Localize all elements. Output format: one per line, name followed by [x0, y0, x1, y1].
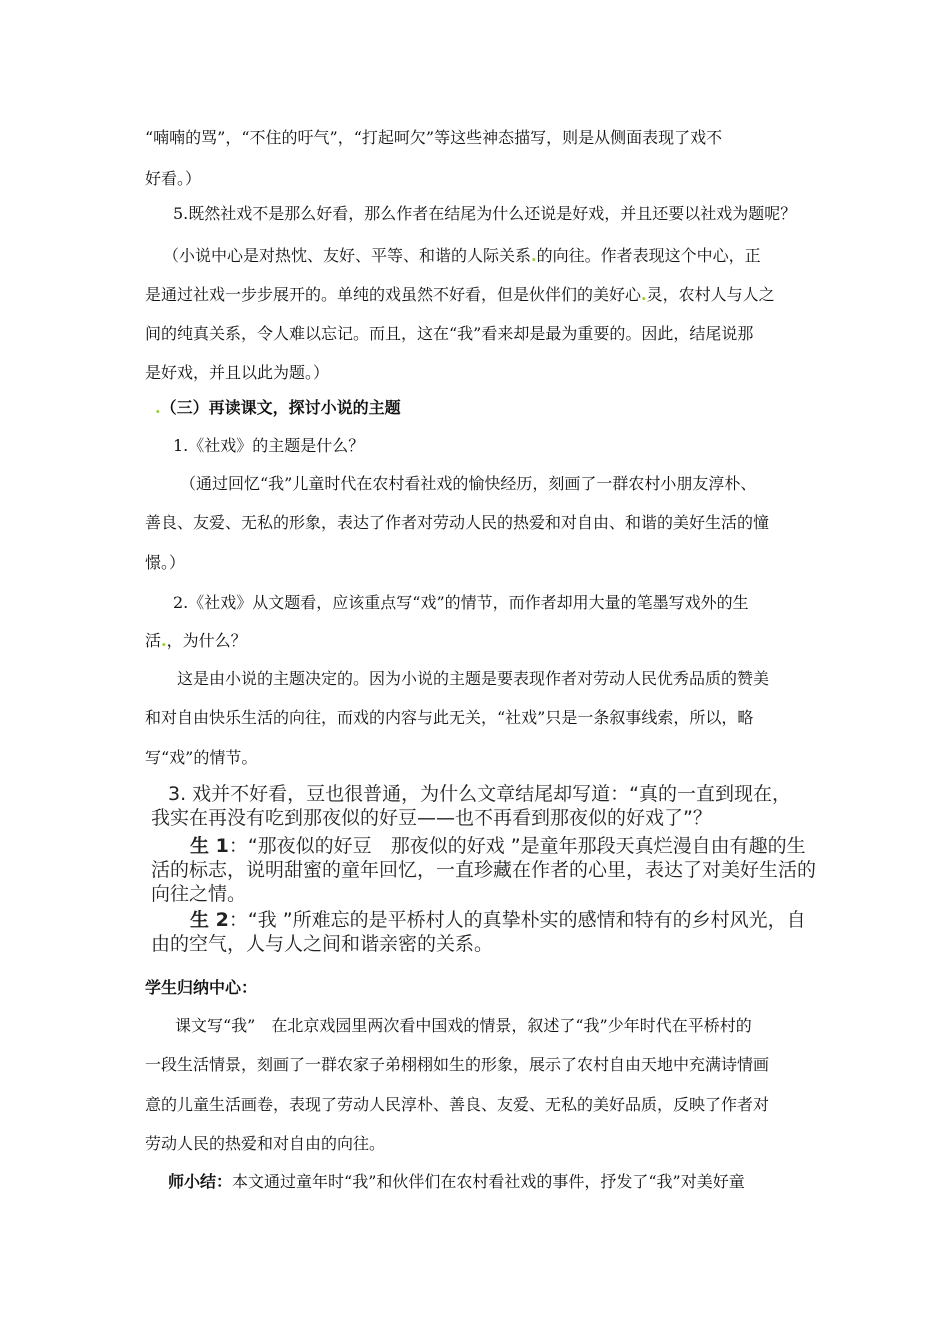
- marker-dot: .: [641, 285, 647, 304]
- slide-question-3: 3. 戏并不好看，豆也很普通，为什么文章结尾却写道：“真的一直到现在，: [168, 783, 792, 805]
- marker-dot: .: [161, 631, 167, 650]
- section-heading: .（三）再读课文，探讨小说的主题: [155, 398, 401, 417]
- answer-5-line: 是通过社戏一步步展开的。单纯的戏虽然不好看，但是伙伴们的美好心.灵，农村人与人之: [145, 285, 775, 304]
- slide-student-1-line: 活的标志，说明甜蜜的童年回忆，一直珍藏在作者的心里，表达了对美好生活的: [151, 859, 817, 881]
- question-5: 5.既然社戏不是那么好看，那么作者在结尾为什么还说是好戏，并且还要以社戏为题呢？: [173, 204, 797, 223]
- answer-1-line: 憬。）: [145, 553, 186, 572]
- answer-1-line: 善良、友爱、无私的形象，表达了作者对劳动人民的热爱和对自由、和谐的美好生活的憧: [145, 513, 770, 532]
- answer-1-line: （通过回忆“我”儿童时代在农村看社戏的愉快经历，刻画了一群农村小朋友淳朴、: [180, 474, 757, 493]
- slide-question-3-line: 我实在再没有吃到那夜似的好豆——也不再看到那夜似的好戏了”？: [151, 807, 712, 829]
- marker-dot: .: [531, 246, 537, 265]
- question-1: 1.《社戏》的主题是什么？: [173, 436, 365, 455]
- paragraph-line: “喃喃的骂”，“不住的吁气”，“打起呵欠”等这些神态描写，则是从侧面表现了戏不: [145, 128, 723, 147]
- answer-2-line: 这是由小说的主题决定的。因为小说的主题是要表现作者对劳动人民优秀品质的赞美: [177, 669, 770, 688]
- answer-5-line: 是好戏，并且以此为题。）: [145, 363, 330, 382]
- summary-line: 课文写“我” 在北京戏园里两次看中国戏的情景，叙述了“我”少年时代在平桥村的: [175, 1016, 752, 1035]
- answer-5-line: 间的纯真关系，令人难以忘记。而且，这在“我”看来却是最为重要的。因此，结尾说那: [145, 324, 754, 343]
- slide-student-2: 生 2：“我 ”所难忘的是平桥村人的真挚朴实的感情和特有的乡村风光，自: [190, 909, 806, 931]
- summary-title: 学生归纳中心：: [145, 978, 258, 997]
- summary-line: 一段生活情景，刻画了一群农家子弟栩栩如生的形象，展示了农村自由天地中充满诗情画: [145, 1055, 770, 1074]
- answer-2-line: 和对自由快乐生活的向往，而戏的内容与此无关，“社戏”只是一条叙事线索，所以，略: [145, 708, 754, 727]
- answer-2-line: 写“戏”的情节。: [145, 748, 258, 767]
- slide-student-1-line: 向往之情。: [151, 883, 247, 905]
- teacher-summary: 师小结：本文通过童年时“我”和伙伴们在农村看社戏的事件，抒发了“我”对美好童: [168, 1172, 745, 1191]
- answer-5-line: （小说中心是对热忱、友好、平等、和谐的人际关系.的向往。作者表现这个中心，正: [163, 246, 761, 265]
- summary-line: 劳动人民的热爱和对自由的向往。: [145, 1134, 386, 1153]
- question-2-line: 活.，为什么？: [145, 631, 247, 650]
- paragraph-line: 好看。）: [145, 169, 202, 188]
- question-2: 2.《社戏》从文题看，应该重点写“戏”的情节，而作者却用大量的笔墨写戏外的生: [173, 593, 749, 612]
- marker-dot: .: [155, 398, 161, 417]
- slide-student-2-line: 由的空气，人与人之间和谐亲密的关系。: [151, 933, 494, 955]
- slide-student-1: 生 1：“那夜似的好豆 那夜似的好戏 ”是童年那段天真烂漫自由有趣的生: [190, 835, 806, 857]
- summary-line: 意的儿童生活画卷，表现了劳动人民淳朴、善良、友爱、无私的美好品质，反映了作者对: [145, 1095, 770, 1114]
